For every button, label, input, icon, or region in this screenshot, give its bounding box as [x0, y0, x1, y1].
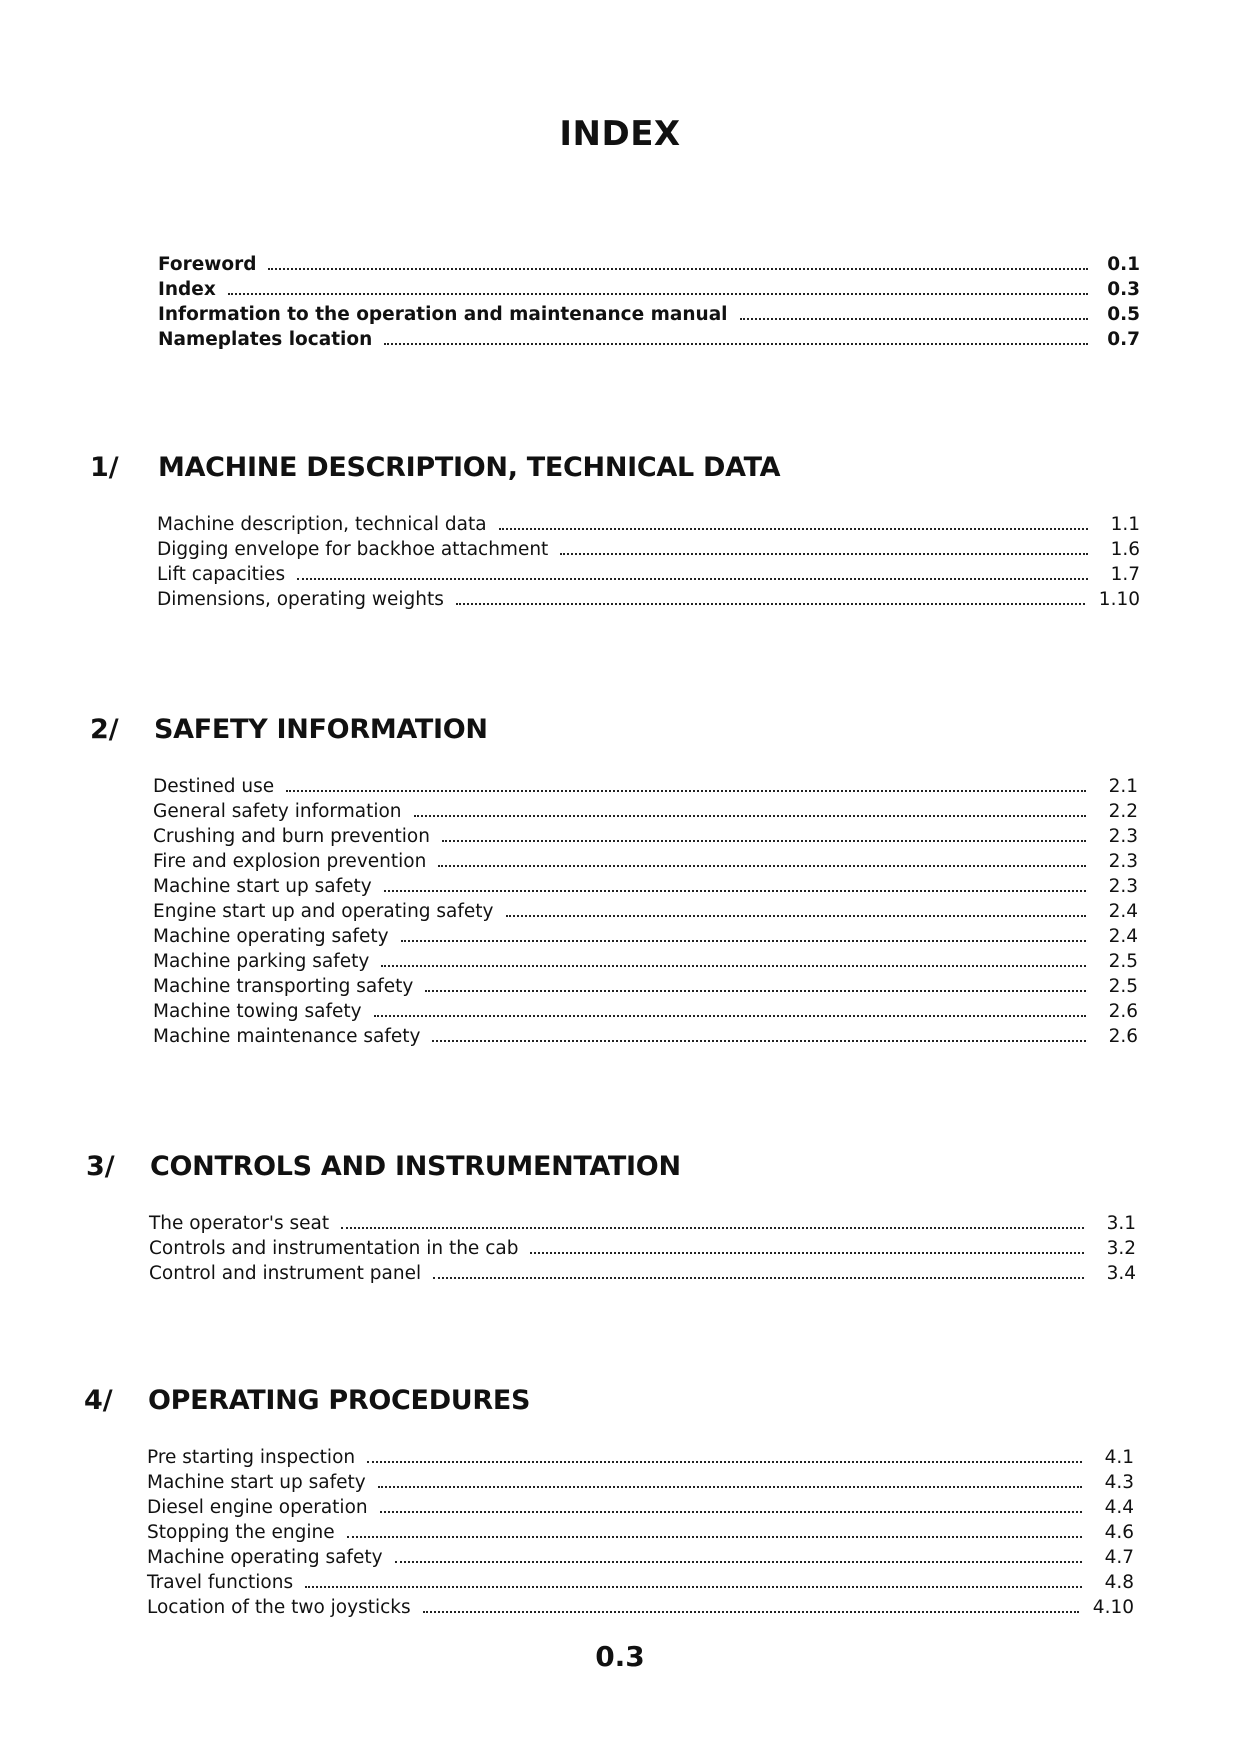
dot-leader — [228, 275, 1088, 295]
toc-entry-page: 2.5 — [1108, 976, 1138, 997]
toc-entry — [147, 1593, 1134, 1618]
dot-leader — [499, 510, 1088, 530]
section-4 — [84, 1385, 1134, 1618]
toc-entry-label: Machine maintenance safety — [153, 1026, 421, 1047]
toc-entry — [153, 797, 1138, 822]
dot-leader — [506, 897, 1087, 917]
toc-entry-page: 1.6 — [1110, 539, 1140, 560]
toc-entry — [147, 1493, 1134, 1518]
toc-entry-page: 2.3 — [1108, 851, 1138, 872]
toc-entry-label: Control and instrument panel — [149, 1263, 422, 1284]
dot-leader — [442, 822, 1086, 842]
dot-leader — [305, 1568, 1082, 1588]
toc-entry-page: 2.4 — [1108, 926, 1138, 947]
dot-leader — [425, 972, 1086, 992]
toc-entry — [157, 510, 1140, 535]
toc-entry-label: Information to the operation and maintenance manual — [158, 304, 728, 325]
dot-leader — [414, 797, 1086, 817]
toc-entry — [153, 872, 1138, 897]
dot-leader — [423, 1593, 1079, 1613]
dot-leader — [380, 1493, 1082, 1513]
toc-entry-page: 2.3 — [1108, 826, 1138, 847]
toc-entry-label: Machine operating safety — [153, 926, 389, 947]
section-entries — [149, 1209, 1136, 1284]
toc-entry-label: Fire and explosion prevention — [153, 851, 427, 872]
dot-leader — [401, 922, 1086, 942]
toc-entry — [157, 560, 1140, 585]
toc-entry-label: Machine transporting safety — [153, 976, 414, 997]
toc-entry — [158, 325, 1140, 350]
toc-entry — [147, 1543, 1134, 1568]
section-1 — [90, 452, 1140, 610]
section-number: 3/ — [86, 1151, 115, 1182]
dot-leader — [384, 325, 1088, 345]
toc-entry-label: Lift capacities — [157, 564, 286, 585]
toc-entry-page: 3.4 — [1106, 1263, 1136, 1284]
toc-entry — [153, 1022, 1138, 1047]
toc-entry-label: Digging envelope for backhoe attachment — [157, 539, 549, 560]
toc-entry-page: 2.3 — [1108, 876, 1138, 897]
toc-entry-label: Foreword — [158, 254, 257, 275]
dot-leader — [740, 300, 1088, 320]
toc-entry — [158, 300, 1140, 325]
toc-entry-page: 4.4 — [1104, 1497, 1134, 1518]
intro-block — [158, 250, 1140, 350]
dot-leader — [341, 1209, 1084, 1229]
toc-entry-page: 2.2 — [1108, 801, 1138, 822]
section-header — [90, 714, 1138, 754]
toc-entry-label: Pre starting inspection — [147, 1447, 356, 1468]
toc-entry-label: Machine towing safety — [153, 1001, 362, 1022]
dot-leader — [384, 872, 1086, 892]
toc-entry-label: Machine start up safety — [147, 1472, 366, 1493]
toc-entry — [153, 972, 1138, 997]
toc-entry-label: The operator's seat — [149, 1213, 330, 1234]
toc-entry-label: Stopping the engine — [147, 1522, 335, 1543]
toc-entry-page: 1.10 — [1098, 589, 1140, 610]
section-title: OPERATING PROCEDURES — [148, 1385, 531, 1416]
toc-entry — [153, 772, 1138, 797]
toc-entry-page: 0.3 — [1107, 279, 1140, 300]
dot-leader — [456, 585, 1085, 605]
toc-entry — [147, 1568, 1134, 1593]
toc-entry-page: 3.1 — [1106, 1213, 1136, 1234]
dot-leader — [560, 535, 1088, 555]
dot-leader — [268, 250, 1088, 270]
toc-entry-page: 4.10 — [1092, 1597, 1134, 1618]
dot-leader — [530, 1234, 1084, 1254]
toc-entry — [147, 1468, 1134, 1493]
toc-entry — [153, 897, 1138, 922]
dot-leader — [297, 560, 1088, 580]
toc-entry-page: 4.1 — [1104, 1447, 1134, 1468]
toc-entry — [153, 947, 1138, 972]
toc-entry-page: 0.5 — [1107, 304, 1140, 325]
toc-entry-page: 1.1 — [1110, 514, 1140, 535]
toc-entry — [158, 275, 1140, 300]
toc-entry-label: Dimensions, operating weights — [157, 589, 444, 610]
toc-entry-label: Location of the two joysticks — [147, 1597, 411, 1618]
toc-entry — [158, 250, 1140, 275]
page-title: INDEX — [559, 114, 681, 154]
section-3 — [86, 1151, 1136, 1284]
toc-entry-page: 4.8 — [1104, 1572, 1134, 1593]
toc-entry-page: 2.5 — [1108, 951, 1138, 972]
section-title: MACHINE DESCRIPTION, TECHNICAL DATA — [158, 452, 781, 483]
toc-entry — [157, 535, 1140, 560]
toc-entry — [153, 847, 1138, 872]
toc-entry-label: Engine start up and operating safety — [153, 901, 494, 922]
section-title: SAFETY INFORMATION — [154, 714, 488, 745]
toc-entry-label: Machine start up safety — [153, 876, 372, 897]
dot-leader — [395, 1543, 1082, 1563]
toc-entry-label: Nameplates location — [158, 329, 373, 350]
toc-entry-page: 2.6 — [1108, 1001, 1138, 1022]
section-header — [84, 1385, 1134, 1425]
toc-entry-label: Destined use — [153, 776, 275, 797]
dot-leader — [374, 997, 1086, 1017]
toc-entry-page: 4.7 — [1104, 1547, 1134, 1568]
toc-entry — [153, 922, 1138, 947]
toc-entry — [153, 997, 1138, 1022]
dot-leader — [381, 947, 1086, 967]
toc-entry-page: 2.4 — [1108, 901, 1138, 922]
toc-entry — [147, 1443, 1134, 1468]
toc-entry-label: Diesel engine operation — [147, 1497, 368, 1518]
toc-entry-label: General safety information — [153, 801, 402, 822]
page-number: 0.3 — [595, 1640, 645, 1673]
intro-entries — [158, 250, 1140, 350]
dot-leader — [432, 1022, 1086, 1042]
dot-leader — [378, 1468, 1082, 1488]
toc-entry-page: 0.7 — [1107, 329, 1140, 350]
section-header — [86, 1151, 1136, 1191]
toc-entry-label: Index — [158, 279, 216, 300]
toc-entry — [149, 1209, 1136, 1234]
dot-leader — [347, 1518, 1082, 1538]
toc-entry-page: 2.1 — [1108, 776, 1138, 797]
toc-entry-label: Machine parking safety — [153, 951, 370, 972]
section-entries — [153, 772, 1138, 1047]
toc-entry-label: Machine operating safety — [147, 1547, 383, 1568]
toc-entry — [149, 1234, 1136, 1259]
dot-leader — [367, 1443, 1082, 1463]
toc-entry-page: 1.7 — [1110, 564, 1140, 585]
toc-entry — [147, 1518, 1134, 1543]
dot-leader — [286, 772, 1086, 792]
section-entries — [147, 1443, 1134, 1618]
section-title: CONTROLS AND INSTRUMENTATION — [150, 1151, 681, 1182]
toc-entry-label: Travel functions — [147, 1572, 294, 1593]
toc-entry-label: Controls and instrumentation in the cab — [149, 1238, 519, 1259]
toc-entry — [157, 585, 1140, 610]
toc-entry-page: 4.6 — [1104, 1522, 1134, 1543]
section-number: 1/ — [90, 452, 119, 483]
toc-entry — [149, 1259, 1136, 1284]
section-number: 4/ — [84, 1385, 113, 1416]
toc-entry-label: Crushing and burn prevention — [153, 826, 430, 847]
section-entries — [157, 510, 1140, 610]
toc-entry — [153, 822, 1138, 847]
section-header — [90, 452, 1140, 492]
dot-leader — [433, 1259, 1084, 1279]
section-number: 2/ — [90, 714, 119, 745]
toc-entry-page: 0.1 — [1107, 254, 1140, 275]
toc-entry-page: 2.6 — [1108, 1026, 1138, 1047]
section-2 — [90, 714, 1138, 1047]
toc-entry-page: 4.3 — [1104, 1472, 1134, 1493]
toc-entry-page: 3.2 — [1106, 1238, 1136, 1259]
dot-leader — [438, 847, 1086, 867]
toc-entry-label: Machine description, technical data — [157, 514, 487, 535]
